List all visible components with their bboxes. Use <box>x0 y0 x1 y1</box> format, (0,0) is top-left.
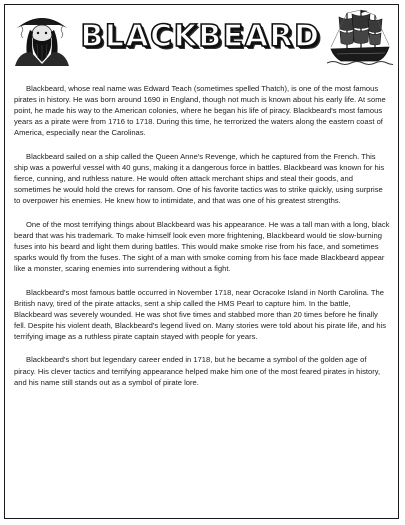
paragraph-5: Blackbeard's short but legendary career ended in 1718, but he became a symbol of the golden age of piracy. His clever tactics and terrifying appearance helped make him one of the most feared pirates in history, and his name still stands out as a symbol of pirate lore. <box>14 355 381 387</box>
worksheet-title: BLACKBEARD <box>80 19 321 54</box>
worksheet-page <box>4 4 399 519</box>
paragraph-2: Blackbeard sailed on a ship called the Queen Anne's Revenge, which he captured from the French. This ship was a powerful vessel with 40 guns, making it a dangerous force in battles. Blackbeard was known for his fierce, cunning, and ruthless nature. He would often attack merchant ships and steal their goods, and sometimes he would hold the crews for ransom. One of his favorite tactics was to strike quickly, using surprise to overpower his enemies. He knew how to intimidate, and that was one of his greatest strengths. <box>14 151 385 206</box>
article-body <box>14 83 390 400</box>
paragraph-4: Blackbeard's most famous battle occurred in November 1718, near Ocracoke Island in North Carolina. The British navy, tired of the pirate attacks, sent a ship called the HMS Pearl to capture him. In the battle, Blackbeard was severely wounded. He was shot five times and stabbed more than 20 times before he finally fell. Despite his violent death, Blackbeard's legend lived on. Many stories were told about his pirate life, and his terrifying image as a ruthless pirate captain stayed with people for years. <box>14 287 387 341</box>
pirate-portrait-illustration <box>11 8 73 66</box>
paragraph-3: One of the most terrifying things about Blackbeard was his appearance. He was a tall man with a long, black beard that was his trademark. To make himself look even more frightening, Blackbeard would tie slow-burning fuses into his beard and light them during battles. This would make smoke rise from his face, and sometimes sparks would fly from the fuses. The sight of a man with smoke coming from his face made Blackbeard appear like a monster, scaring enemies into surrendering without a fight. <box>14 219 390 274</box>
pirate-ship-illustration <box>327 7 393 67</box>
paragraph-1: Blackbeard, whose real name was Edward Teach (sometimes spelled Thatch), is one of the most famous pirates in history. He was born around 1690 in England, though not much is known about his early life. At some point, he made his way to the American colonies, where he began his life of piracy. Blackbeard's most famous years as a pirate were from 1716 to 1718. During this time, he terrorized the waters along the eastern coast of America, especially near the Carolinas. <box>14 84 386 138</box>
worksheet-header <box>5 5 398 67</box>
